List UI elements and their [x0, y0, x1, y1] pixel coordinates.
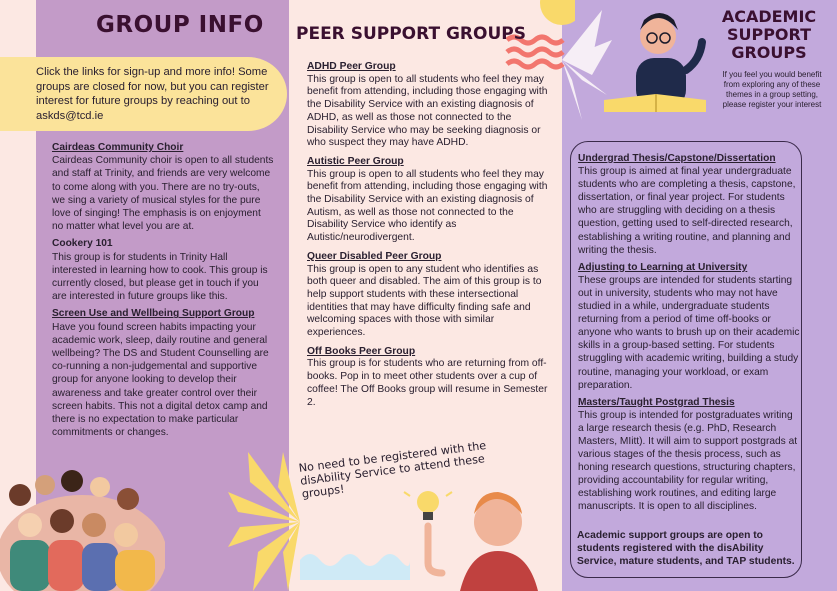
peer-entry-adhd [307, 61, 553, 150]
academic-desc-masters: This group is intended for postgraduates writing a large research thesis (e.g. PhD, Research Masters, MIitt). It will aim to support postgrads at various stages of the thesis process, such as honing research questions, structuring chapters, providing accountability for regular writing, establishing work routines, and editing large manuscripts. It is open to all disciplines. [578, 409, 798, 513]
peer-group-list [307, 61, 553, 415]
peer-desc-queer-disabled: This group is open to any student who identifies as both queer and disabled. The aim of this group is to help support students with these intersectional identities that may have difficulty finding safe and welcoming spaces with those with similar experiences. [307, 263, 542, 339]
blue-blob-decoration [300, 540, 410, 580]
academic-desc-undergrad-thesis: This group is aimed at final year undergraduate students who are completing a thesis, capstone, dissertation, or final year project. For students who are struggling with deciding on a thesis question, getting used to self-directed research, establishing a writing routine, and planning and writing the thesis. [578, 166, 796, 256]
academic-entry-masters [578, 396, 800, 514]
lightbulb-person-illustration [400, 488, 560, 591]
peer-link-autistic[interactable]: Autistic Peer Group [307, 155, 404, 167]
peer-desc-autistic: This group is open to all students who feel they may benefit from attending, including those engaging with the Disability Service with an existing diagnosis of Autism, as well as those not connected to the Disability Service who identify as Autistic/neurodivergent. [307, 168, 548, 244]
academic-support-title: ACADEMIC SUPPORT GROUPS [721, 7, 817, 62]
group-desc-choir: Cairdeas Community choir is open to all students and staff at Trinity, and friends are very welcome to come along with you. There are no try-outs, we sing a variety of musical styles for the pure love of singing! The emphasis is on enjoyment no matter what level you are at. [52, 155, 274, 233]
group-info-title: GROUP INFO [96, 12, 264, 38]
academic-group-list [578, 152, 800, 518]
peer-link-off-books[interactable]: Off Books Peer Group [307, 345, 416, 357]
peer-desc-off-books: This group is for students who are returning from off-books. Pop in to meet other students over a cup of coffee! The Off Books group will resume in Semester 2. [307, 358, 548, 408]
group-desc-screen-use: Have you found screen habits impacting your academic work, sleep, daily routine and general wellbeing? The DS and Student Counselling are co-running a non-judgemental and supportive group for anyone looking to develop their awareness and take greater control over their screen habits. This not a digital detox camp and there is no expectation to make particular commitments or changes. [52, 321, 269, 439]
peer-link-queer-disabled[interactable]: Queer Disabled Peer Group [307, 250, 442, 262]
academic-entry-undergrad-thesis [578, 152, 800, 257]
peer-desc-adhd: This group is open to all students who feel they may benefit from attending, including those engaging with the Disability Service with an existing diagnosis of ADHD, as well as those not connected to the Disability Service who may be seeking diagnosis or who suspect they may have ADHD. [307, 73, 548, 149]
left-group-list [52, 141, 274, 443]
peer-entry-autistic [307, 156, 553, 245]
sun-rays-decoration [228, 452, 300, 591]
group-title-cookery: Cookery 101 [52, 238, 113, 250]
academic-desc-adjusting: These groups are intended for students starting out in university, students who may not have studied in a while, undergraduate students returning from a period of time off-books or anyone who wants to brush up on their academic skills in a group-based setting. For students struggling with academic writing, building a study routine, managing your workload, or exam preparation. [578, 274, 800, 391]
academic-link-masters[interactable]: Masters/Taught Postgrad Thesis [578, 396, 735, 408]
academic-link-undergrad-thesis[interactable]: Undergrad Thesis/Capstone/Dissertation [578, 153, 776, 164]
group-entry-cookery [52, 237, 274, 303]
peer-link-adhd[interactable]: ADHD Peer Group [307, 61, 396, 72]
group-entry-screen-use [52, 307, 274, 439]
crowd-illustration [0, 455, 165, 591]
intro-text: Click the links for sign-up and more info! Some groups are closed for now, but you can register interest for future groups by reaching out to askds@tcd.ie [36, 66, 269, 122]
group-link-screen-use[interactable]: Screen Use and Wellbeing Support Group [52, 308, 255, 320]
peer-entry-queer-disabled [307, 251, 553, 340]
academic-link-adjusting[interactable]: Adjusting to Learning at University [578, 261, 748, 273]
group-desc-cookery: This group is for students in Trinity Hall interested in learning how to cook. This group is currently closed, but please get in touch if you are interested in future groups like this. [52, 251, 268, 303]
academic-eligibility-note: Academic support groups are open to students registered with the disAbility Service, mature students, and TAP students. [577, 530, 795, 567]
student-reading-illustration [596, 8, 710, 118]
group-link-choir[interactable]: Cairdeas Community Choir [52, 142, 184, 153]
peer-support-title: PEER SUPPORT GROUPS [296, 24, 526, 44]
registration-note: No need to be registered with the disAbility Service to attend these groups! [298, 439, 487, 501]
group-entry-choir [52, 141, 274, 233]
academic-intro: If you feel you would benefit from exploring any of these themes in a group setting, please register your interest [722, 70, 822, 109]
peer-entry-off-books [307, 346, 553, 410]
academic-entry-adjusting [578, 261, 800, 392]
